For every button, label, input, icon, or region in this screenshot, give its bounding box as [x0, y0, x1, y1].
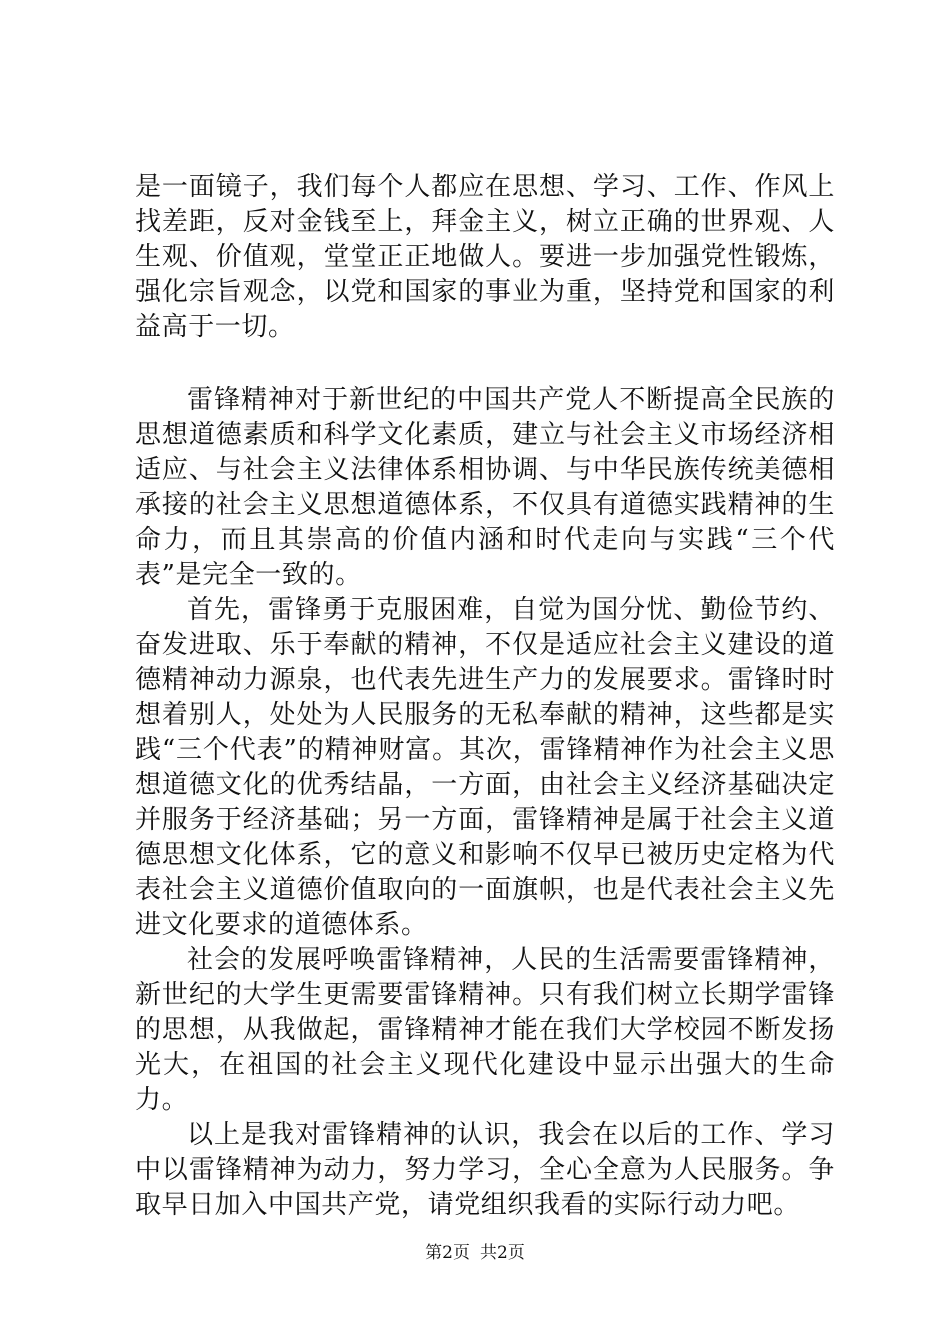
paragraph-firstly: 首先，雷锋勇于克服困难，自觉为国分忧、勤俭节约、奋发进取、乐于奉献的精神，不仅是适应社会主义建设的道德精神动力源泉，也代表先进生产力的发展要求。雷锋时时想着别人，处处为人民服务的无私奉献的精神，这些都是实践“三个代表”的精神财富。其次，雷锋精神作为社会主义思想道德文化的优秀结晶，一方面，由社会主义经济基础决定并服务于经济基础；另一方面，雷锋精神是属于社会主义道德思想文化体系，它的意义和影响不仅早已被历史定格为代表社会主义道德价值取向的一面旗帜，也是代表社会主义先进文化要求的道德体系。: [135, 595, 835, 940]
paragraph-society: 社会的发展呼唤雷锋精神，人民的生活需要雷锋精神，新世纪的大学生更需要雷锋精神。只有我们树立长期学雷锋的思想，从我做起，雷锋精神才能在我们大学校园不断发扬光大，在祖国的社会主义现代化建设中显示出强大的生命力。: [135, 945, 835, 1115]
page-footer: [0, 1242, 950, 1264]
paragraph-conclusion: 以上是我对雷锋精神的认识，我会在以后的工作、学习中以雷锋精神为动力，努力学习，全心全意为人民服务。争取早日加入中国共产党，请党组织我看的实际行动力吧。: [135, 1120, 835, 1220]
paragraph-leifeng-spirit: 雷锋精神对于新世纪的中国共产党人不断提高全民族的思想道德素质和科学文化素质，建立与社会主义市场经济相适应、与社会主义法律体系相协调、与中华民族传统美德相承接的社会主义思想道德体系，不仅具有道德实践精神的生命力，而且其崇高的价值内涵和时代走向与实践“三个代表”是完全一致的。: [135, 385, 835, 590]
document-body: [135, 170, 835, 1223]
page-number: 第2页: [425, 1243, 470, 1263]
page-total: 共2页: [480, 1243, 525, 1263]
paragraph-continuation: 是一面镜子，我们每个人都应在思想、学习、工作、作风上找差距，反对金钱至上，拜金主义，树立正确的世界观、人生观、价值观，堂堂正正地做人。要进一步加强党性锻炼，强化宗旨观念，以党和国家的事业为重，坚持党和国家的利益高于一切。: [135, 172, 835, 342]
paragraph-gap: [135, 345, 835, 383]
